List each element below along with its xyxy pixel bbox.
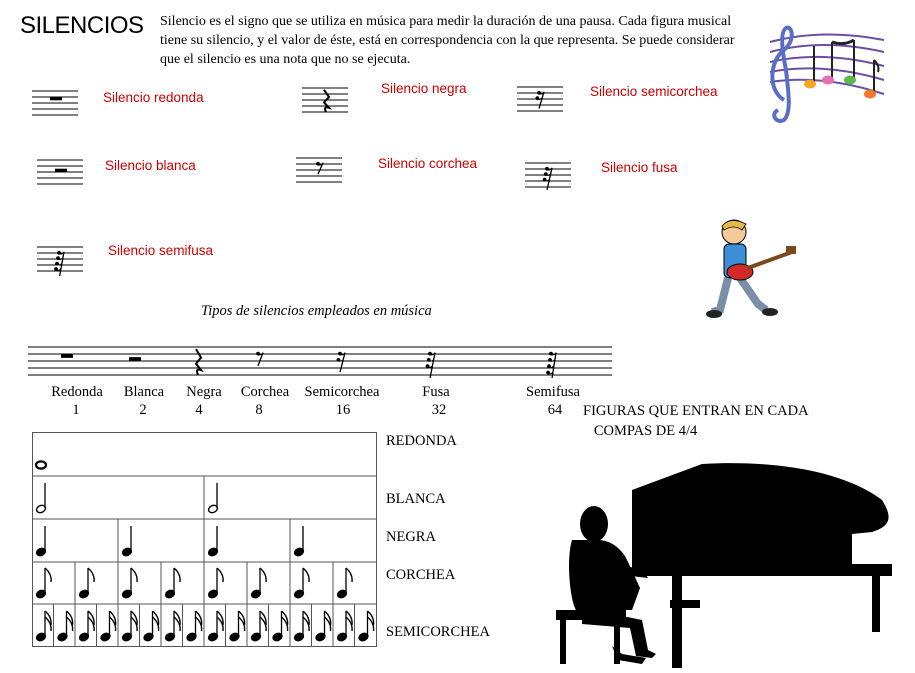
rest-staff-half [37, 157, 85, 189]
rest-staff-sixteenth [517, 84, 565, 116]
figure-row-label-blanca: BLANCA [386, 491, 446, 507]
note-sixteenth [164, 611, 180, 642]
note-sixteenth [315, 611, 331, 642]
rest-name-64th: Semifusa [526, 384, 580, 400]
note-sixteenth [250, 611, 266, 642]
page-title: SILENCIOS [20, 12, 144, 39]
guitarist-icon [706, 214, 798, 322]
figure-row-label-redonda: REDONDA [386, 433, 457, 449]
figures-title: FIGURAS QUE ENTRAN EN CADA COMPAS DE 4/4 [583, 403, 809, 439]
note-sixteenth [272, 611, 288, 642]
rest-glyph-eighth [316, 162, 323, 174]
note-whole [36, 461, 46, 468]
rest-glyph-whole [50, 97, 62, 100]
rest-name-eighth: Corchea [240, 384, 290, 400]
rest-label-32nd: Silencio fusa [601, 160, 678, 175]
rest-glyph-64th [54, 251, 64, 276]
rest-staff-eighth [296, 155, 344, 187]
note-eighth [250, 568, 266, 599]
note-sixteenth [293, 611, 309, 642]
rest-value-64th: 64 [547, 402, 563, 418]
staff-rest-eighth [256, 352, 263, 366]
staff-rest-quarter [196, 349, 201, 375]
pianist-icon [552, 460, 898, 670]
note-eighth [293, 568, 309, 599]
rest-name-32nd: Fusa [422, 384, 450, 400]
note-quarter [207, 526, 218, 557]
figure-row-label-semicorchea: SEMICORCHEA [386, 624, 490, 640]
note-sixteenth [358, 611, 374, 642]
rest-label-half: Silencio blanca [105, 158, 196, 173]
note-sixteenth [143, 611, 159, 642]
note-sixteenth [336, 611, 352, 642]
rest-glyph-sixteenth [535, 91, 544, 109]
note-eighth [336, 568, 352, 599]
staff-rest-half [129, 357, 141, 361]
rest-value-sixteenth: 16 [335, 402, 351, 418]
note-sixteenth [207, 611, 223, 642]
staff-rest-whole [61, 354, 73, 358]
rest-label-eighth: Silencio corchea [378, 156, 478, 171]
note-sixteenth [121, 611, 137, 642]
figure-row-label-negra: NEGRA [386, 529, 436, 545]
rests-staff [28, 342, 614, 378]
rest-staff-whole [32, 88, 80, 120]
note-sixteenth [229, 611, 245, 642]
note-quarter [121, 526, 132, 557]
figures-grid [32, 432, 378, 648]
note-eighth [121, 568, 137, 599]
note-sixteenth [57, 611, 73, 642]
rest-name-whole: Redonda [51, 384, 103, 400]
note-sixteenth [35, 611, 51, 642]
rest-value-half: 2 [139, 402, 147, 418]
rest-value-32nd: 32 [431, 402, 447, 418]
note-eighth [164, 568, 180, 599]
rest-glyph-quarter [324, 90, 329, 112]
note-quarter [35, 526, 46, 557]
rest-name-quarter: Negra [186, 384, 222, 400]
music-notes-icon [762, 20, 892, 128]
note-sixteenth [78, 611, 94, 642]
rest-label-quarter: Silencio negra [381, 81, 467, 96]
rest-value-whole: 1 [72, 402, 80, 418]
note-eighth [207, 568, 223, 599]
rest-label-64th: Silencio semifusa [108, 243, 214, 258]
rest-label-sixteenth: Silencio semicorchea [590, 84, 718, 99]
rest-name-sixteenth: Semicorchea [304, 384, 380, 400]
staff-rest-64th [546, 352, 556, 378]
note-eighth [35, 568, 51, 599]
rest-staff-quarter [302, 85, 350, 117]
staff-caption: Tipos de silencios empleados en música [201, 303, 432, 319]
note-quarter [293, 526, 304, 557]
rest-value-eighth: 8 [255, 402, 263, 418]
note-sixteenth [186, 611, 202, 642]
staff-rest-sixteenth [336, 352, 345, 373]
note-eighth [78, 568, 94, 599]
intro-paragraph: Silencio es el signo que se utiliza en música para medir la duración de una pausa. Cada figura musical tiene su silencio, y el valor de éste, está en correspondencia con la que representa. Se puede considerar que el silencio es una nota que no se ejecuta. [160, 14, 735, 67]
rest-name-half: Blanca [123, 384, 165, 400]
figure-row-label-corchea: CORCHEA [386, 567, 456, 583]
staff-rest-32nd [426, 352, 435, 378]
note-half [207, 483, 218, 514]
rest-staff-64th [37, 244, 85, 276]
rest-value-quarter: 4 [195, 402, 203, 418]
rest-label-whole: Silencio redonda [103, 90, 204, 105]
rest-staff-32nd [525, 160, 573, 192]
note-half [35, 483, 46, 514]
rest-glyph-half [55, 169, 67, 172]
note-sixteenth [100, 611, 116, 642]
